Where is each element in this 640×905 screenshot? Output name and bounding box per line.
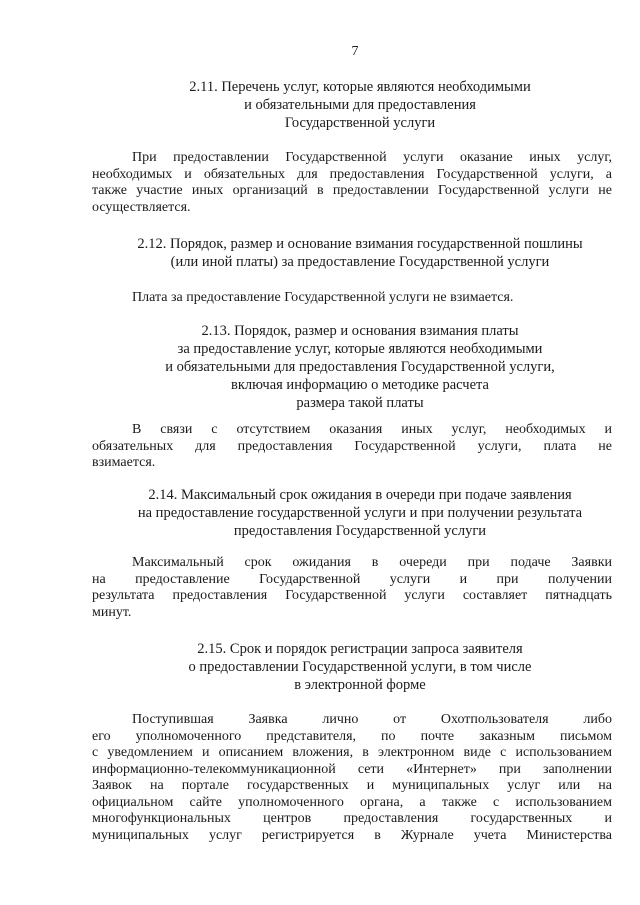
paragraph-line: Поступившая Заявка лично от Охотпользователя либо [132,712,612,727]
heading-line: размера такой платы [296,395,424,411]
paragraph-line: взимается. [92,455,156,470]
paragraph-line: также участие иных организаций в предоставлении Государственной услуги не [92,183,612,198]
section-paragraph-2-13 [92,422,612,472]
paragraph-line: Заявок на портале государственных и муниципальных услуг или на [92,778,612,793]
paragraph-line: Максимальный срок ожидания в очереди при подаче Заявки [132,555,612,570]
paragraph-line: на предоставление Государственной услуги и при получении [92,571,612,587]
paragraph-line: необходимых и обязательных для предоставления Государственной услуги, а [92,166,612,182]
paragraph-line: результата предоставления Государственной услуги составляет пятнадцать [92,588,612,603]
paragraph-line: минут. [92,604,132,620]
paragraph-line: его уполномоченного представителя, по почте заказным письмом [92,728,612,744]
heading-line: 2.12. Порядок, размер и основание взимания государственной пошлины [137,236,583,252]
section-paragraph-2-11 [92,150,612,216]
heading-line: (или иной платы) за предоставление Государственной услуги [170,254,550,270]
heading-line: предоставления Государственной услуги [233,523,487,539]
section-heading-2-14 [90,486,630,540]
paragraph-line: информационно-телекоммуникационной сети «Интернет» при заполнении [92,761,612,777]
heading-line: о предоставлении Государственной услуги, в том числе [188,659,532,675]
section-paragraph-2-14 [92,555,612,621]
paragraph-line: осуществляется. [92,199,191,215]
section-heading-2-12 [90,235,630,271]
section-paragraph-2-12 [92,290,612,307]
heading-line: 2.11. Перечень услуг, которые являются необходимыми [189,79,531,95]
section-heading-2-13 [90,322,630,412]
heading-line: 2.15. Срок и порядок регистрации запроса заявителя [197,641,523,657]
heading-line: на предоставление государственной услуги и при получении результата [137,505,583,521]
section-heading-2-15 [90,640,630,694]
paragraph-line: муниципальных услуг регистрируется в Журнале учета Министерства [92,827,612,843]
paragraph-line: многофункциональных центров предоставления государственных и [92,811,612,826]
paragraph-line: обязательных для предоставления Государственной услуги, плата не [92,438,612,454]
section-heading-2-11 [90,78,630,132]
heading-line: включая информацию о методике расчета [231,377,489,393]
paragraph-line: В связи с отсутствием оказания иных услуг, необходимых и [132,422,612,437]
heading-line: в электронной форме [294,677,426,693]
paragraph-line: с уведомлением и описанием вложения, в электронном виде с использованием [92,745,612,760]
page-number: 7 [351,44,359,59]
paragraph-line: Плата за предоставление Государственной услуги не взимается. [132,290,514,305]
section-paragraph-2-15 [92,712,612,844]
heading-line: 2.13. Порядок, размер и основания взимания платы [201,323,519,339]
heading-line: и обязательными для предоставления [244,97,476,113]
heading-line: и обязательными для предоставления Государственной услуги, [165,359,555,375]
heading-line: Государственной услуги [284,115,436,131]
paragraph-line: При предоставлении Государственной услуги оказание иных услуг, [132,150,612,165]
paragraph-line: официальном сайте уполномоченного органа, а также с использованием [92,794,612,810]
heading-line: 2.14. Максимальный срок ожидания в очереди при подаче заявления [148,487,572,503]
heading-line: за предоставление услуг, которые являются необходимыми [177,341,543,357]
